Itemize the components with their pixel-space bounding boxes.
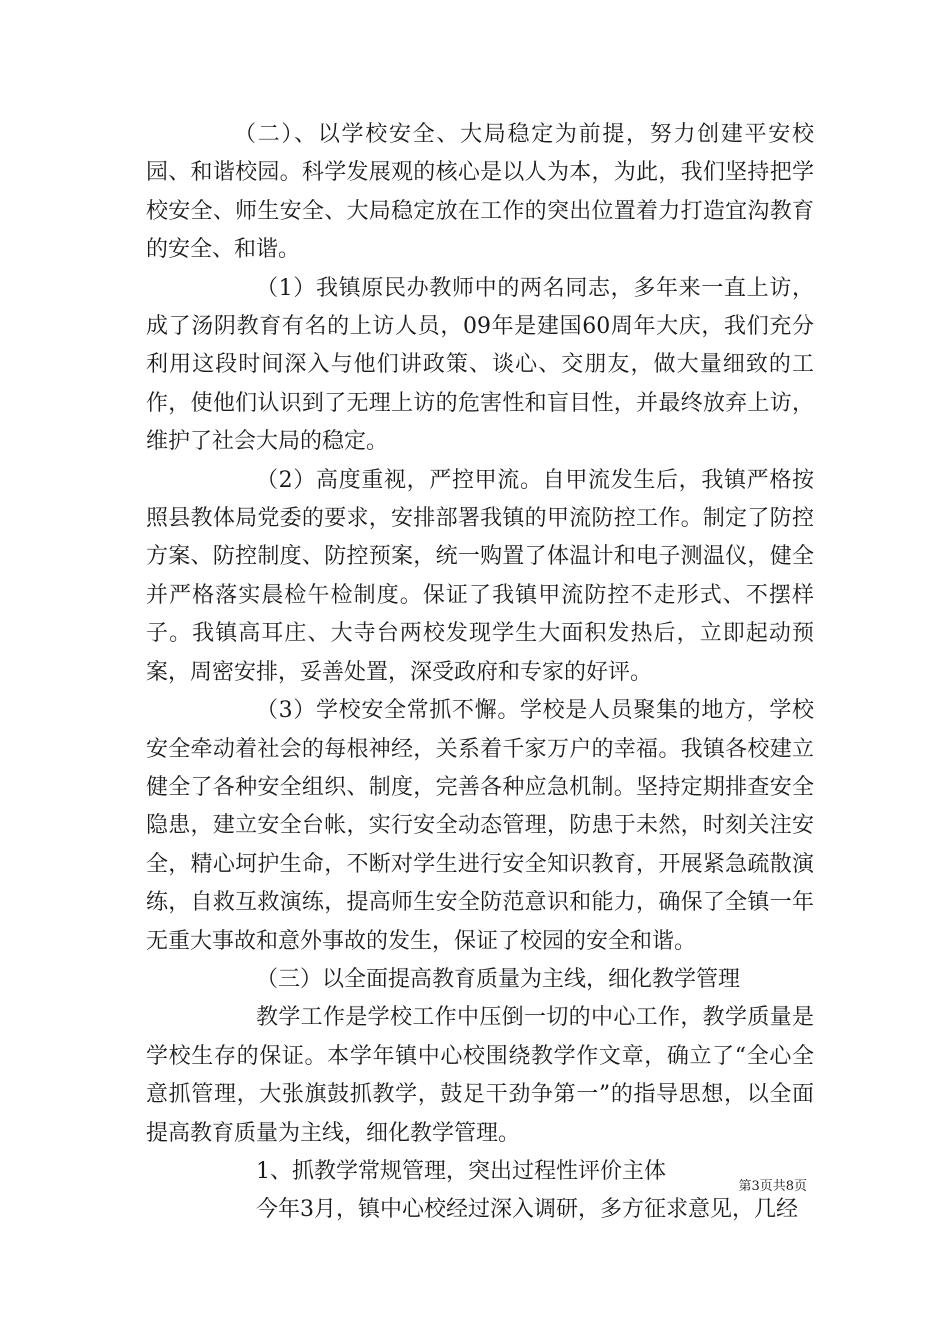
paragraph-march: 今年3月，镇中心校经过深入调研，多方征求意见，几经 [256,1197,798,1223]
paragraph-item-3: （3）学校安全常抓不懈。学校是人员聚集的地方，学校安全牵动着社会的每根神经，关系着千家万户的幸福。我镇各校建立健全了各种安全组织、制度，完善各种应急机制。坚持定期排查安全隐患，建立安全台帐，实行安全动态管理，防患于未然，时刻关注安全，精心坷护生命，不断对学生进行安全知识教育，开展紧急疏散演练，自救互救演练，提高师生安全防范意识和能力，确保了全镇一年无重大事故和意外事故的发生，保证了校园的安全和谐。 [146,698,814,954]
document-body [146,116,814,1230]
paragraph-item-2: （2）高度重视，严控甲流。自甲流发生后，我镇严格按照县教体局党委的要求，安排部署我镇的甲流防控工作。制定了防控方案、防控制度、防控预案，统一购置了体温计和电子测温仪，健全并严格落实晨检午检制度。保证了我镇甲流防控不走形式、不摆样子。我镇高耳庄、大寺台两校发现学生大面积发热后，立即起动预案，周密安排，妥善处置，深受政府和专家的好评。 [146,467,814,685]
paragraph-teaching-work: 教学工作是学校工作中压倒一切的中心工作，教学质量是学校生存的保证。本学年镇中心校围绕教学作文章，确立了“全心全意抓管理，大张旗鼓抓教学，鼓足干劲争第一”的指导思想，以全面提高教育质量为主线，细化教学管理。 [146,1005,814,1146]
page-number-footer: 第3页共8页 [738,1179,807,1194]
paragraph-item-1: （1）我镇原民办教师中的两名同志，多年来一直上访，成了汤阴教育有名的上访人员，09年是建国60周年大庆，我们充分利用这段时间深入与他们讲政策、谈心、交朋友，做大量细致的工作，使他们认识到了无理上访的危害性和盲目性，并最终放弃上访，维护了社会大局的稳定。 [146,275,814,455]
paragraph-section-two: （二）、以学校安全、大局稳定为前提，努力创建平安校园、和谐校园。科学发展观的核心是以人为本，为此，我们坚持把学校安全、师生安全、大局稳定放在工作的突出位置着力打造宜沟教育的安全、和谐。 [146,122,814,263]
paragraph-section-three-heading: （三）以全面提高教育质量为主线，细化教学管理 [256,966,741,992]
paragraph-subheading-1: 1、抓教学常规管理，突出过程性评价主体 [256,1158,666,1184]
